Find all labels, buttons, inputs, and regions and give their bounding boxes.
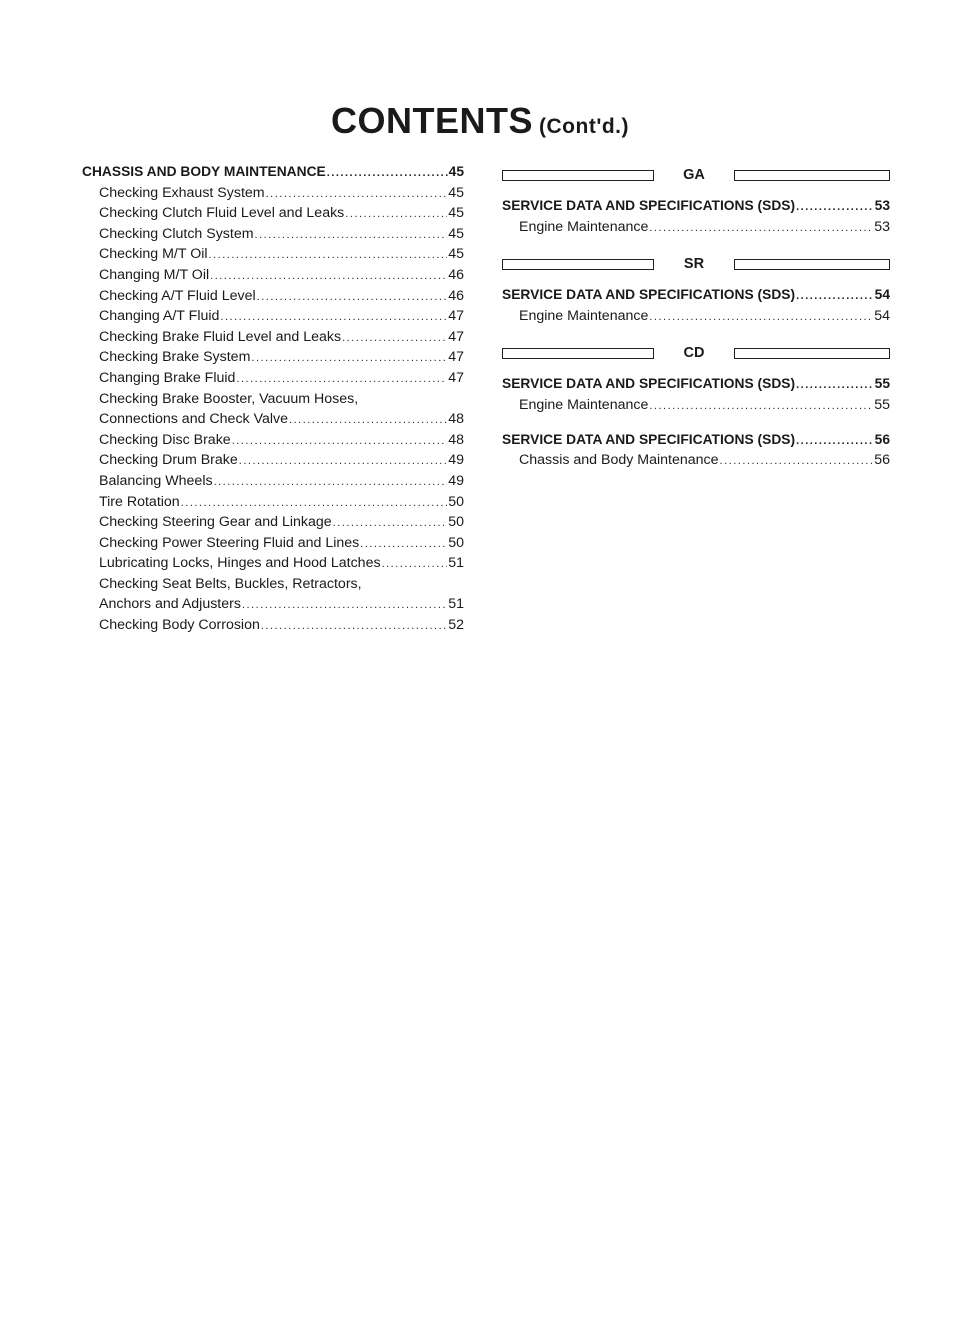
toc-page-number: 55 bbox=[874, 396, 890, 413]
toc-page-number: 50 bbox=[448, 534, 464, 551]
toc-heading-sds[interactable] bbox=[502, 374, 890, 395]
toc-item[interactable] bbox=[502, 450, 890, 471]
toc-page-number: 48 bbox=[448, 431, 464, 448]
toc-heading-sds[interactable] bbox=[502, 196, 890, 217]
toc-page-number: 47 bbox=[448, 328, 464, 345]
toc-item-label: Checking A/T Fluid Level bbox=[99, 287, 256, 304]
toc-left-column bbox=[82, 162, 464, 636]
toc-page-number: 46 bbox=[448, 287, 464, 304]
banner-rule-box bbox=[502, 259, 654, 270]
dot-leader bbox=[342, 328, 447, 349]
dot-leader bbox=[239, 451, 447, 472]
page-title-text: CONTENTS bbox=[331, 100, 534, 141]
dot-leader bbox=[796, 375, 874, 396]
toc-page-number: 53 bbox=[874, 218, 890, 235]
toc-heading-label: SERVICE DATA AND SPECIFICATIONS (SDS) bbox=[502, 198, 796, 213]
dot-leader bbox=[257, 287, 448, 308]
toc-item-label: Engine Maintenance bbox=[519, 307, 649, 324]
toc-item[interactable] bbox=[82, 492, 464, 513]
spacer bbox=[502, 326, 890, 340]
dot-leader bbox=[649, 307, 873, 328]
dot-leader bbox=[345, 204, 447, 225]
dot-leader bbox=[796, 286, 874, 307]
toc-item[interactable] bbox=[82, 615, 464, 636]
dot-leader bbox=[333, 513, 448, 534]
dot-leader bbox=[181, 493, 448, 514]
toc-item-label: Changing A/T Fluid bbox=[99, 308, 220, 325]
dot-leader bbox=[327, 163, 448, 184]
toc-page-number: 47 bbox=[448, 369, 464, 386]
toc-page-number: 55 bbox=[874, 376, 890, 392]
toc-page-number: 54 bbox=[874, 287, 890, 303]
toc-item-label: Checking Clutch System bbox=[99, 225, 254, 242]
dot-leader bbox=[796, 197, 874, 218]
dot-leader bbox=[214, 472, 448, 493]
toc-item-label: Checking M/T Oil bbox=[99, 246, 208, 263]
toc-right-column bbox=[502, 162, 890, 471]
page-title-suffix: (Cont'd.) bbox=[539, 115, 629, 138]
spacer bbox=[502, 416, 890, 430]
toc-item[interactable] bbox=[502, 217, 890, 238]
dot-leader bbox=[266, 184, 448, 205]
toc-item-label: Engine Maintenance bbox=[519, 396, 649, 413]
toc-page-number: 56 bbox=[874, 431, 890, 447]
toc-item[interactable] bbox=[82, 224, 464, 245]
toc-page-number: 49 bbox=[448, 452, 464, 469]
dot-leader bbox=[236, 369, 447, 390]
dot-leader bbox=[382, 554, 448, 575]
spacer bbox=[502, 237, 890, 251]
dot-leader bbox=[649, 396, 873, 417]
toc-heading-label: SERVICE DATA AND SPECIFICATIONS (SDS) bbox=[502, 431, 796, 447]
toc-item[interactable] bbox=[82, 306, 464, 327]
toc-item-label: Lubricating Locks, Hinges and Hood Latches bbox=[99, 555, 381, 572]
toc-item-label: Balancing Wheels bbox=[99, 472, 213, 489]
toc-item[interactable] bbox=[82, 368, 464, 389]
toc-item-label: Checking Exhaust System bbox=[99, 184, 265, 201]
toc-heading-label: SERVICE DATA AND SPECIFICATIONS (SDS) bbox=[502, 287, 796, 303]
engine-code-label: GA bbox=[683, 167, 705, 183]
toc-item-label: Tire Rotation bbox=[99, 493, 180, 510]
toc-page-number: 45 bbox=[448, 205, 464, 222]
banner-rule-box bbox=[734, 259, 890, 270]
toc-item[interactable] bbox=[82, 512, 464, 533]
toc-item-label: Anchors and Adjusters bbox=[99, 596, 241, 613]
toc-item-label: Checking Steering Gear and Linkage bbox=[99, 514, 332, 531]
toc-item-label: Changing M/T Oil bbox=[99, 266, 210, 283]
toc-page-number: 51 bbox=[448, 596, 464, 613]
dot-leader bbox=[251, 348, 447, 369]
toc-item[interactable] bbox=[82, 409, 464, 430]
toc-item[interactable] bbox=[82, 183, 464, 204]
banner-rule-box bbox=[734, 348, 890, 359]
toc-page-number: 49 bbox=[448, 472, 464, 489]
banner-rule-box bbox=[502, 348, 654, 359]
toc-item-label: Engine Maintenance bbox=[519, 218, 649, 235]
toc-item[interactable] bbox=[502, 395, 890, 416]
toc-item-label: Chassis and Body Maintenance bbox=[519, 452, 719, 469]
engine-group-banner-sr bbox=[502, 253, 890, 275]
toc-item-label: Checking Drum Brake bbox=[99, 452, 238, 469]
toc-page-number: 50 bbox=[448, 514, 464, 531]
toc-item-continued-line[interactable]: Checking Seat Belts, Buckles, Retractors, bbox=[99, 575, 362, 592]
dot-leader bbox=[796, 431, 874, 452]
toc-page-number: 53 bbox=[874, 198, 890, 213]
toc-item[interactable] bbox=[82, 553, 464, 574]
toc-item-continued-line[interactable]: Checking Brake Booster, Vacuum Hoses, bbox=[99, 390, 359, 407]
toc-page-number: 47 bbox=[448, 349, 464, 366]
engine-code-label: CD bbox=[683, 345, 705, 362]
toc-item-label: Connections and Check Valve bbox=[99, 411, 289, 428]
toc-item-label: Checking Disc Brake bbox=[99, 431, 231, 448]
toc-item[interactable] bbox=[82, 286, 464, 307]
toc-item[interactable] bbox=[502, 306, 890, 327]
dot-leader bbox=[210, 266, 447, 287]
toc-page-number: 45 bbox=[448, 225, 464, 242]
toc-page-number: 56 bbox=[874, 452, 890, 469]
toc-item-label: Checking Brake Fluid Level and Leaks bbox=[99, 328, 342, 345]
dot-leader bbox=[360, 534, 447, 555]
toc-item-label: Changing Brake Fluid bbox=[99, 369, 236, 386]
toc-item[interactable] bbox=[82, 471, 464, 492]
toc-page-number: 48 bbox=[448, 411, 464, 428]
page-title bbox=[0, 100, 960, 142]
toc-item-label: Checking Brake System bbox=[99, 349, 251, 366]
banner-rule-box bbox=[502, 170, 654, 181]
toc-heading-chassis-body[interactable] bbox=[82, 162, 464, 183]
toc-item-label: Checking Body Corrosion bbox=[99, 617, 260, 634]
engine-group-banner-ga bbox=[502, 164, 890, 186]
toc-page-number: 52 bbox=[448, 617, 464, 634]
dot-leader bbox=[289, 410, 447, 431]
banner-rule-box bbox=[734, 170, 890, 181]
toc-item-label: Checking Power Steering Fluid and Lines bbox=[99, 534, 360, 551]
toc-item[interactable] bbox=[82, 327, 464, 348]
toc-item[interactable] bbox=[82, 203, 464, 224]
toc-item[interactable] bbox=[82, 533, 464, 554]
toc-item[interactable] bbox=[82, 430, 464, 451]
dot-leader bbox=[649, 218, 873, 239]
toc-item[interactable] bbox=[82, 594, 464, 615]
toc-heading-sds[interactable] bbox=[502, 285, 890, 306]
toc-page-number: 45 bbox=[448, 246, 464, 263]
toc-heading-label: CHASSIS AND BODY MAINTENANCE bbox=[82, 164, 326, 179]
toc-page-number: 45 bbox=[448, 184, 464, 201]
toc-item[interactable] bbox=[82, 244, 464, 265]
engine-code-label: SR bbox=[683, 256, 705, 273]
toc-heading-sds[interactable] bbox=[502, 430, 890, 451]
dot-leader bbox=[209, 245, 448, 266]
engine-group-banner-cd bbox=[502, 342, 890, 364]
dot-leader bbox=[232, 431, 448, 452]
dot-leader bbox=[220, 307, 447, 328]
toc-item[interactable] bbox=[82, 265, 464, 286]
toc-page-number: 54 bbox=[874, 307, 890, 324]
toc-page-number: 45 bbox=[448, 164, 464, 179]
dot-leader bbox=[242, 595, 447, 616]
toc-page-number: 51 bbox=[448, 555, 464, 572]
toc-item[interactable] bbox=[82, 450, 464, 471]
dot-leader bbox=[720, 451, 874, 472]
dot-leader bbox=[261, 616, 447, 637]
toc-page-number: 50 bbox=[448, 493, 464, 510]
toc-page-number: 47 bbox=[448, 308, 464, 325]
toc-item-label: Checking Clutch Fluid Level and Leaks bbox=[99, 205, 345, 222]
toc-page-number: 46 bbox=[448, 266, 464, 283]
toc-item[interactable] bbox=[82, 347, 464, 368]
dot-leader bbox=[255, 225, 448, 246]
toc-heading-label: SERVICE DATA AND SPECIFICATIONS (SDS) bbox=[502, 376, 796, 392]
